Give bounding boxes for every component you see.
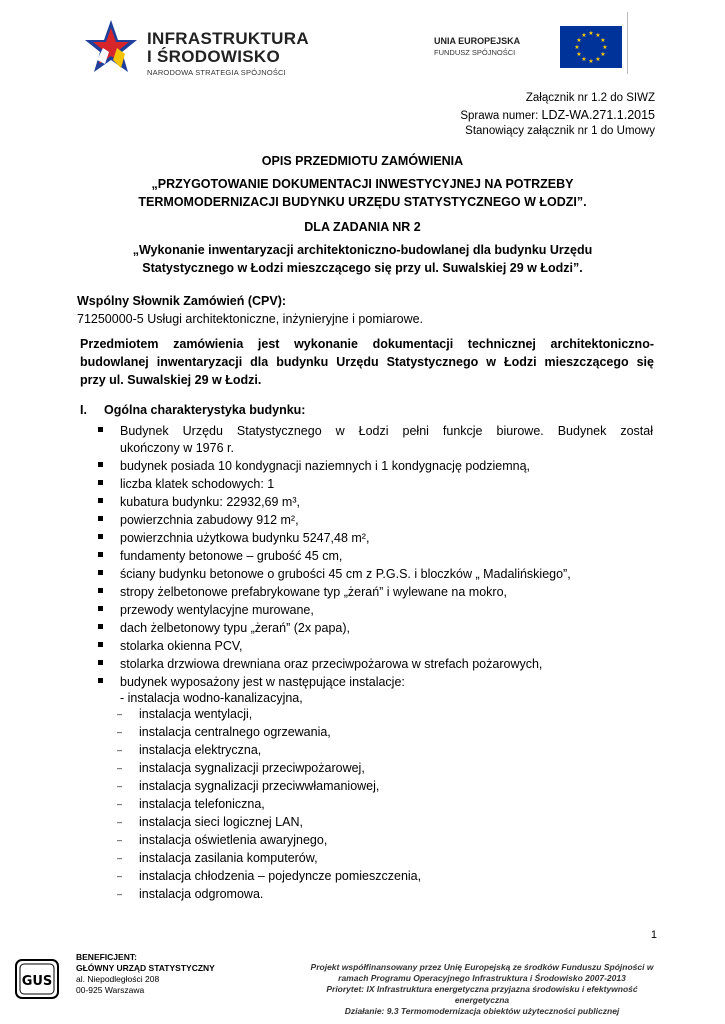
dash-icon: – xyxy=(117,763,123,773)
project-title-line-2: TERMOMODERNIZACJI BUDYNKU URZĘDU STATYSTYCZNEGO W ŁODZI”. xyxy=(138,195,587,209)
list-item xyxy=(120,602,314,619)
bullet-icon xyxy=(98,606,103,611)
list-item-text: powierzchnia zabudowy 912 m², xyxy=(120,513,299,527)
beneficiary-label: BENEFICJENT: xyxy=(76,952,137,962)
eu-flag-icon xyxy=(560,26,622,68)
dash-icon: – xyxy=(117,853,123,863)
subject-line-3: przy ul. Suwalskiej 29 w Łodzi. xyxy=(80,373,262,387)
project-title-line-1: „PRZYGOTOWANIE DOKUMENTACJI INWESTYCYJNEJ NA POTRZEBY xyxy=(151,177,574,191)
list-item-text: fundamenty betonowe – grubość 45 cm, xyxy=(120,549,343,563)
svg-text:★: ★ xyxy=(595,32,601,39)
sublist-item-text: instalacja elektryczna, xyxy=(139,743,262,757)
section-heading: Ogólna charakterystyka budynku: xyxy=(104,403,306,417)
bullet-icon xyxy=(98,427,103,432)
bullet-icon xyxy=(98,480,103,485)
bullet-icon xyxy=(98,462,103,467)
sublist-item-text: instalacja oświetlenia awaryjnego, xyxy=(139,833,328,847)
bullet-icon xyxy=(98,678,103,683)
sublist-item-text: instalacja wentylacji, xyxy=(139,707,253,721)
task-description-line-1: „Wykonanie inwentaryzacji architektoniczno-budowlanej dla budynku Urzędu xyxy=(132,243,593,257)
section-number: I. xyxy=(80,403,87,417)
svg-text:★: ★ xyxy=(581,56,587,63)
list-item xyxy=(120,512,299,529)
infrastruktura-srodowisko-logo xyxy=(85,14,335,84)
list-item-text: kubatura budynku: 22932,69 m³, xyxy=(120,495,300,509)
bullet-icon xyxy=(98,660,103,665)
svg-text:★: ★ xyxy=(595,56,601,63)
gus-logo-text: GUS xyxy=(21,974,53,989)
dash-icon: – xyxy=(117,727,123,737)
list-item-text: stropy żelbetonowe prefabrykowane typ „żerań” i wylewane na mokro, xyxy=(120,585,507,599)
fund-label: FUNDUSZ SPÓJNOŚCI xyxy=(434,48,516,57)
sublist-item-text: instalacja telefoniczna, xyxy=(139,797,265,811)
case-number-value: LDZ-WA.271.1.2015 xyxy=(541,108,655,122)
list-item xyxy=(120,530,369,547)
list-item xyxy=(120,638,243,655)
sublist-item xyxy=(117,760,365,777)
sublist-item xyxy=(117,814,303,831)
task-number: DLA ZADANIA NR 2 xyxy=(304,220,421,234)
list-item xyxy=(120,423,653,440)
sublist-item xyxy=(117,796,265,813)
dash-icon: – xyxy=(117,835,123,845)
attachment-number: Załącznik nr 1.2 do SIWZ xyxy=(525,92,655,104)
bullet-icon xyxy=(98,552,103,557)
cofinancing-line-4: energetyczna xyxy=(454,995,510,1005)
logo-line-1: INFRASTRUKTURA xyxy=(147,29,309,48)
dash-icon: – xyxy=(117,889,123,899)
list-item xyxy=(120,584,507,601)
sublist-item xyxy=(117,706,253,723)
sublist-item-text: instalacja chłodzenia – pojedyncze pomieszczenia, xyxy=(139,869,422,883)
sublist-item-text: instalacja sieci logicznej LAN, xyxy=(139,815,303,829)
cofinancing-line-2: ramach Programu Operacyjnego Infrastruktura i Środowisko 2007-2013 xyxy=(338,973,626,983)
beneficiary-name: GŁÓWNY URZĄD STATYSTYCZNY xyxy=(76,963,215,973)
bullet-icon xyxy=(98,642,103,647)
cofinancing-line-1: Projekt współfinansowany przez Unię Europejską ze środków Funduszu Spójności w xyxy=(310,962,654,972)
gus-logo-icon xyxy=(14,958,60,1000)
list-item xyxy=(120,620,350,637)
sublist-item-text: instalacja sygnalizacji przeciwwłamaniowej, xyxy=(139,779,380,793)
sublist-item xyxy=(117,868,422,885)
dash-icon: – xyxy=(117,871,123,881)
svg-text:★: ★ xyxy=(588,58,594,65)
svg-text:★: ★ xyxy=(581,32,587,39)
eu-label: UNIA EUROPEJSKA xyxy=(434,36,521,46)
list-item-text: budynek posiada 10 kondygnacji naziemnych i 1 kondygnację podziemną, xyxy=(120,459,530,473)
task-description-line-2: Statystycznego w Łodzi mieszczącego się przy ul. Suwalskiej 29 w Łodzi”. xyxy=(142,261,583,275)
list-item-text: powierzchnia użytkowa budynku 5247,48 m², xyxy=(120,531,370,545)
bullet-icon xyxy=(98,570,103,575)
svg-text:★: ★ xyxy=(574,44,580,51)
bullet-icon xyxy=(98,516,103,521)
cofinancing-line-3: Priorytet: IX Infrastruktura energetyczna przyjazna środowisku i efektywność xyxy=(326,984,638,994)
svg-text:★: ★ xyxy=(588,30,594,37)
list-item-text: przewody wentylacyjne murowane, xyxy=(120,603,314,617)
svg-text:★: ★ xyxy=(600,37,606,44)
svg-text:★: ★ xyxy=(602,44,608,51)
address-line-1: al. Niepodległości 208 xyxy=(76,974,160,984)
svg-text:★: ★ xyxy=(576,51,582,58)
svg-text:★: ★ xyxy=(576,37,582,44)
list-item-continuation xyxy=(120,440,234,457)
sublist-item xyxy=(117,886,264,903)
cpv-code: 71250000-5 Usługi architektoniczne, inżynieryjne i pomiarowe. xyxy=(77,312,424,326)
sublist-item: - instalacja wodno-kanalizacyjna, xyxy=(120,691,303,705)
sublist-item xyxy=(117,778,380,795)
contract-attachment: Stanowiący załącznik nr 1 do Umowy xyxy=(465,125,655,137)
sublist-item xyxy=(117,742,262,759)
sublist-item-text: instalacja sygnalizacji przeciwpożarowej, xyxy=(139,761,365,775)
list-item-text: liczba klatek schodowych: 1 xyxy=(120,477,275,491)
cofinancing-line-5: Działanie: 9.3 Termomodernizacja obiektów użyteczności publicznej xyxy=(344,1006,620,1016)
page-number: 1 xyxy=(650,929,657,941)
subject-line-1: Przedmiotem zamówienia jest wykonanie dokumentacji technicznej architektoniczno- xyxy=(80,337,654,351)
list-item-text: ukończony w 1976 r. xyxy=(120,441,234,455)
sublist-item xyxy=(117,832,328,849)
dash-icon: – xyxy=(117,709,123,719)
subject-line-2: budowlanej inwentaryzacji dla budynku Urzędu Statystycznego w Łodzi mieszczącego się xyxy=(80,355,654,369)
sublist-item xyxy=(117,850,318,867)
list-item-text: stolarka drzwiowa drewniana oraz przeciwpożarowa w strefach pożarowych, xyxy=(120,657,543,671)
eu-cohesion-fund-logo xyxy=(428,20,628,72)
beneficiary-block xyxy=(76,952,215,996)
bullet-icon xyxy=(98,588,103,593)
logo-subtitle: NARODOWA STRATEGIA SPÓJNOŚCI xyxy=(147,68,286,77)
list-item xyxy=(120,656,542,673)
dash-icon: – xyxy=(117,799,123,809)
bullet-icon xyxy=(98,534,103,539)
list-item-text: dach żelbetonowy typu „żerań” (2x papa), xyxy=(120,621,350,635)
dash-icon: – xyxy=(117,745,123,755)
case-number xyxy=(460,108,655,122)
list-item-text: ściany budynku betonowe o grubości 45 cm z P.G.S. i bloczków „ Madalińskiego”, xyxy=(120,567,571,581)
sublist-item-text: instalacja centralnego ogrzewania, xyxy=(139,725,331,739)
list-item xyxy=(120,566,571,583)
sublist-item-text: instalacja odgromowa. xyxy=(139,887,264,901)
sublist-item-text: instalacja zasilania komputerów, xyxy=(139,851,318,865)
list-item xyxy=(120,476,274,493)
dash-icon: – xyxy=(117,781,123,791)
list-item-text: Budynek Urzędu Statystycznego w Łodzi pełni funkcje biurowe. Budynek został xyxy=(120,424,653,438)
cpv-heading: Wspólny Słownik Zamówień (CPV): xyxy=(77,294,287,308)
address-line-2: 00-925 Warszawa xyxy=(76,985,145,995)
bullet-icon xyxy=(98,624,103,629)
svg-text:★: ★ xyxy=(600,51,606,58)
sublist-item xyxy=(117,724,331,741)
list-item xyxy=(120,458,530,475)
document-title: OPIS PRZEDMIOTU ZAMÓWIENIA xyxy=(261,154,464,168)
cofinancing-note xyxy=(272,962,692,1017)
list-item-text: stolarka okienna PCV, xyxy=(120,639,243,653)
logo-line-2: I ŚRODOWISKO xyxy=(147,47,280,66)
list-item-text: budynek wyposażony jest w następujące instalacje: xyxy=(120,675,405,689)
case-number-label: Sprawa numer: xyxy=(460,110,542,122)
header-divider xyxy=(627,12,628,74)
dash-icon: – xyxy=(117,817,123,827)
bullet-icon xyxy=(98,498,103,503)
list-item xyxy=(120,494,300,511)
star-logo-icon xyxy=(85,18,137,78)
list-item xyxy=(120,548,342,565)
